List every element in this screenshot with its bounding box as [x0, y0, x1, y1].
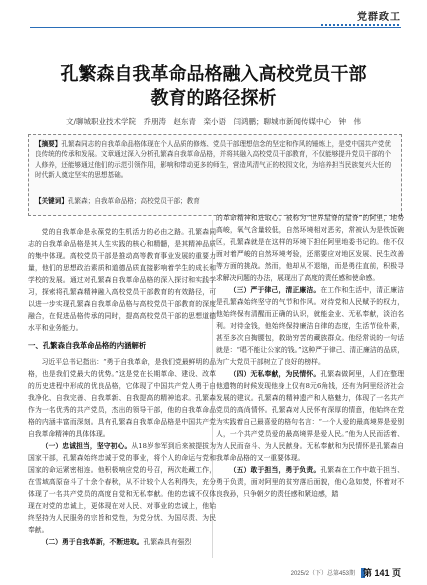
sub4-paragraph: [216, 368, 404, 464]
sub1-paragraph: [28, 440, 216, 536]
keywords-text: 孔繁森；自我革命品格；高校党员干部；教育: [67, 197, 200, 205]
section-tag: 党群政工: [357, 12, 401, 23]
article-title-line1: 孔繁森自我革命品格融入高校党员干部: [60, 64, 367, 85]
intro-paragraph: 党的自我革命是永葆党的生机活力的必由之路。孔繁森同志的自我革命品格是其人生实践的核心和精髓，是其精神品质的集中体现。高校党员干部是推动高等教育事业发展的重要力量，他们的思想政治素质和道德品质直接影响着学生的成长和学校的发展。通过对孔繁森自我革命品格的深入探讨和实践学习，探索将孔繁森精神融入高校党员干部教育的有效路径，可以进一步实现孔繁森自我革命品格与高校党员干部教育的深度融合，在促进品格传承的同时，提高高校党员干部的思想道德水平和业务能力。: [28, 228, 216, 332]
sub5-paragraph: [216, 464, 404, 500]
sub5-label: （五）敢于担当，勇于负责。: [229, 466, 321, 474]
sub2-label: （二）勇于自我革新，不断进取。: [41, 538, 144, 546]
right-intro-paragraph: 的革命精神和进取心。被称为“世界屋脊的屋脊”的阿里，地势高峻，氧气含量较低，自然环境相对恶劣，常被认为是铁饭碗区，孔繁森就是在这样的环境下担任阿里地委书记的。他不仅面对着严峻的自然环境考验，还需要应对地区发展、民生改善等方面的挑战。然而，他却从不退缩，而是勇往直前，积极寻求解决问题的办法，展现出了高度的责任感和使命感。: [216, 214, 404, 282]
left-column: [28, 226, 216, 548]
sub5-text: 孔繁森在工作中敢于担当、勇于负责，面对阿里的贫穷落后面貌，他心急如焚，怀着对不良我孙，只争朝夕的责任感和紧迫感，踏: [216, 466, 405, 498]
article-title-line2: 教育的路径探析: [150, 88, 277, 109]
sub3-text: 在工作和生活中，清正廉洁是孔繁森始终坚守的气节和作风。对待党和人民赋予的权力，他始终保有清醒而正确的认识，就能金业、无私奉献，淡泊名利。对待金钱，他始终保持廉洁自律的态度，生活节俭朴素，甚至多次自掏腰包，救助穷苦的藏族群众。他经常说的一句话就是：“唱不能让公家的钱。”这种严于律己、清正廉洁的品质，为广大党员干部树立了良好的榜样。: [216, 286, 405, 366]
page-number: 第 141 页: [362, 568, 401, 578]
sub3-label: （三）严于律己，清正廉洁。: [229, 286, 321, 294]
section1-heading: 一、孔繁森自我革命品格的内涵解析: [28, 341, 147, 350]
sub2-paragraph: [28, 536, 216, 548]
keywords: [35, 195, 395, 205]
article-authors: 文/聊城职业技术学院 乔朋涛 赵东青 栾小语 闫鸿鹏；聊城市新闻传媒中心 钟 伟: [65, 117, 362, 126]
sub2-text: 孔繁森具有强烈: [143, 538, 192, 546]
header-dotted-rule: [321, 24, 401, 26]
abstract-label: 【摘要】: [35, 140, 62, 148]
keywords-label: 【关键词】: [35, 197, 68, 205]
sub4-text: 孔繁森做阿里，人们在整理他遗物的时候发现他身上仅有8元6角钱，还有为阿里经济社会发展的建议。孔繁森的精神遗产和人格魅力，体现了一名共产党员的高尚情怀。孔繁森对人民怀有深厚的情意，他始终在党为实践着自己最喜爱的格句名言：“一个人爱的最高境界是爱别人，一个共产党员爱的最高境界是爱人民。”他为人民而活着、为人民而奋斗、为人民献身。无私奉献和为民情怀是孔繁森自我革命品格的又一重要体现。: [216, 370, 405, 462]
abstract-text: 孔繁森同志的自我革命品格体现在个人品质的修炼、党员干部理想信念的坚定和作风的锤炼上，是党中国共产党优良传统的传承和发展。文章通过深入分析孔繁森自我革命品格，并将其融入高校党员干部教育，不仅能够提升党员干部的个人修养，还能够通过他们的示范引领作用，影响和带动更多的师生，营造风清气正的校园文化，为培养担当民族复兴大任的时代新人奠定坚实的思想基础。: [35, 140, 392, 180]
sub1-text: 从18岁参军到后来被提拔为国家干部，孔繁森始终忠诚于党的事业，将个人的命运与党和国家的命运紧密相连。他积极响应党的号召，两次赴藏工作，在雪域高原奋斗了十余个春秋，从不计较个人名利得失，充分体现了一名共产党员的高度自觉和无私奉献。他的忠诚不仅体现在对党的忠诚上，更体现在对人民、对事业的忠诚上，他始终坚持为人民服务的宗旨和党性，为党分忧、为国尽责、为民奉献。: [28, 442, 216, 534]
sub1-label: （一）忠诚担当，坚守初心。: [41, 442, 132, 450]
header-rule: [30, 27, 401, 28]
section1-paragraph: 习近平总书记指出：“勇于自我革命，是我们党最鲜明的品格，也是我们党最大的优势。”这是党在长期革命、建设、改革的历史进程中形成的优良品格，它体现了中国共产党人勇于自我净化、自我完善、自我革新、自我提高的精神追求。孔繁森作为一名优秀的共产党员，杰出的领导干部，他的自我革命品格的内涵丰富而深刻。具有孔繁森自我革命品格是中国共产党自我革命精神的具体体现。: [28, 358, 216, 438]
issue-info: 2025/2（下）总第453期: [290, 571, 355, 577]
sub3-paragraph: [216, 284, 404, 368]
page-footer: [0, 566, 427, 582]
abstract-box: [28, 134, 402, 216]
abstract: [35, 139, 395, 181]
sub4-label: （四）无私奉献，为民情怀。: [229, 370, 321, 378]
right-column: [216, 212, 404, 500]
